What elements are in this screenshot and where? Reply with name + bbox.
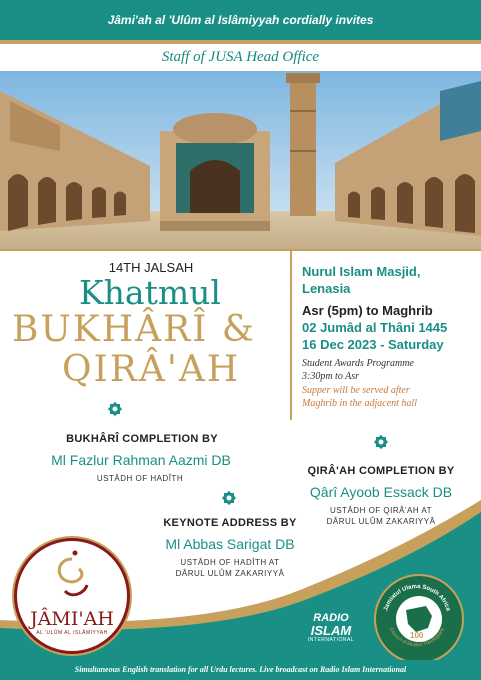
calligraphy-icon <box>17 541 127 611</box>
radio-logo-line1: RADIO <box>313 612 349 624</box>
bukhari-title: BUKHÂRÎ & <box>12 309 256 350</box>
keynote-speaker: Ml Abbas Sarigat DB <box>165 536 295 552</box>
footer-text: Simultaneous English translation for all Urdu lectures. Live broadcast on Radio Islam International <box>74 665 407 674</box>
qiraah-speaker-title-2: DÂRUL ULÛM ZAKARIYYÂ <box>326 517 436 526</box>
event-details <box>290 250 481 420</box>
bukhari-speaker: Ml Fazlur Rahman Aazmi DB <box>51 452 231 468</box>
star-ornament-icon <box>372 433 390 451</box>
khatmul-title: Khatmul <box>79 273 221 312</box>
jusa-badge-text: 100 <box>410 631 424 640</box>
jusa-name-text: Jamiatul Ulama South Africa <box>383 583 451 612</box>
jusa-map-emblem <box>396 596 442 642</box>
keynote-speaker-title-1: USTÂDH OF HADÎTH AT <box>180 558 280 567</box>
masjid-architecture-image <box>0 71 481 251</box>
awards-time: 3:30pm to Asr <box>302 371 360 382</box>
event-title-block <box>0 250 290 510</box>
qiraah-title: QIRÂ'AH <box>62 349 241 390</box>
radio-logo-line2: ISLAM <box>310 623 352 638</box>
footer-banner <box>0 660 481 680</box>
venue-line1: Nurul Islam Masjid, <box>302 264 421 279</box>
keynote-heading: KEYNOTE ADDRESS BY <box>163 517 297 529</box>
staff-heading: Staff of JUSA Head Office <box>161 49 320 65</box>
bukhari-heading: BUKHÂRÎ COMPLETION BY <box>66 433 218 445</box>
supper-note-line1: Supper will be served after <box>302 385 410 396</box>
venue-line2: Lenasia <box>302 281 351 296</box>
event-time: Asr (5pm) to Maghrib <box>302 303 433 318</box>
qiraah-heading: QIRÂ'AH COMPLETION BY <box>307 465 455 477</box>
supper-note-line2: Maghrib in the adjacent hall <box>302 398 417 409</box>
radio-logo-line3: INTERNATIONAL <box>307 637 355 643</box>
star-ornament-icon <box>106 400 124 418</box>
jamiah-logo-name: JÂMI'AH <box>30 608 114 630</box>
keynote-speaker-title-2: DÂRUL ULÛM ZAKARIYYÂ <box>175 569 285 578</box>
jalsah-number: 14TH JALSAH <box>108 260 194 275</box>
jamiah-logo-sub: AL 'ULÛM AL ISLÂMIYYAH <box>36 630 108 636</box>
bukhari-speaker-title: USTÂDH OF HADÎTH <box>96 474 184 483</box>
qiraah-speaker-title-1: USTÂDH OF QIRÂ'AH AT <box>329 506 433 515</box>
awards-programme: Student Awards Programme <box>302 358 414 369</box>
invite-text: Jâmi'ah al 'Ulûm al Islâmiyyah cordially invites <box>107 13 374 27</box>
jusa-logo <box>374 574 464 664</box>
gregorian-date: 16 Dec 2023 - Saturday <box>302 337 444 352</box>
radio-islam-logo <box>306 612 356 646</box>
invite-banner <box>0 0 481 40</box>
qiraah-speaker: Qârî Ayoob Essack DB <box>309 484 453 500</box>
hijri-date: 02 Jumâd al Thâni 1445 <box>302 320 448 335</box>
jusa-council-text: Council of Muslim Theologians <box>387 626 447 649</box>
jamiah-logo <box>14 538 130 654</box>
